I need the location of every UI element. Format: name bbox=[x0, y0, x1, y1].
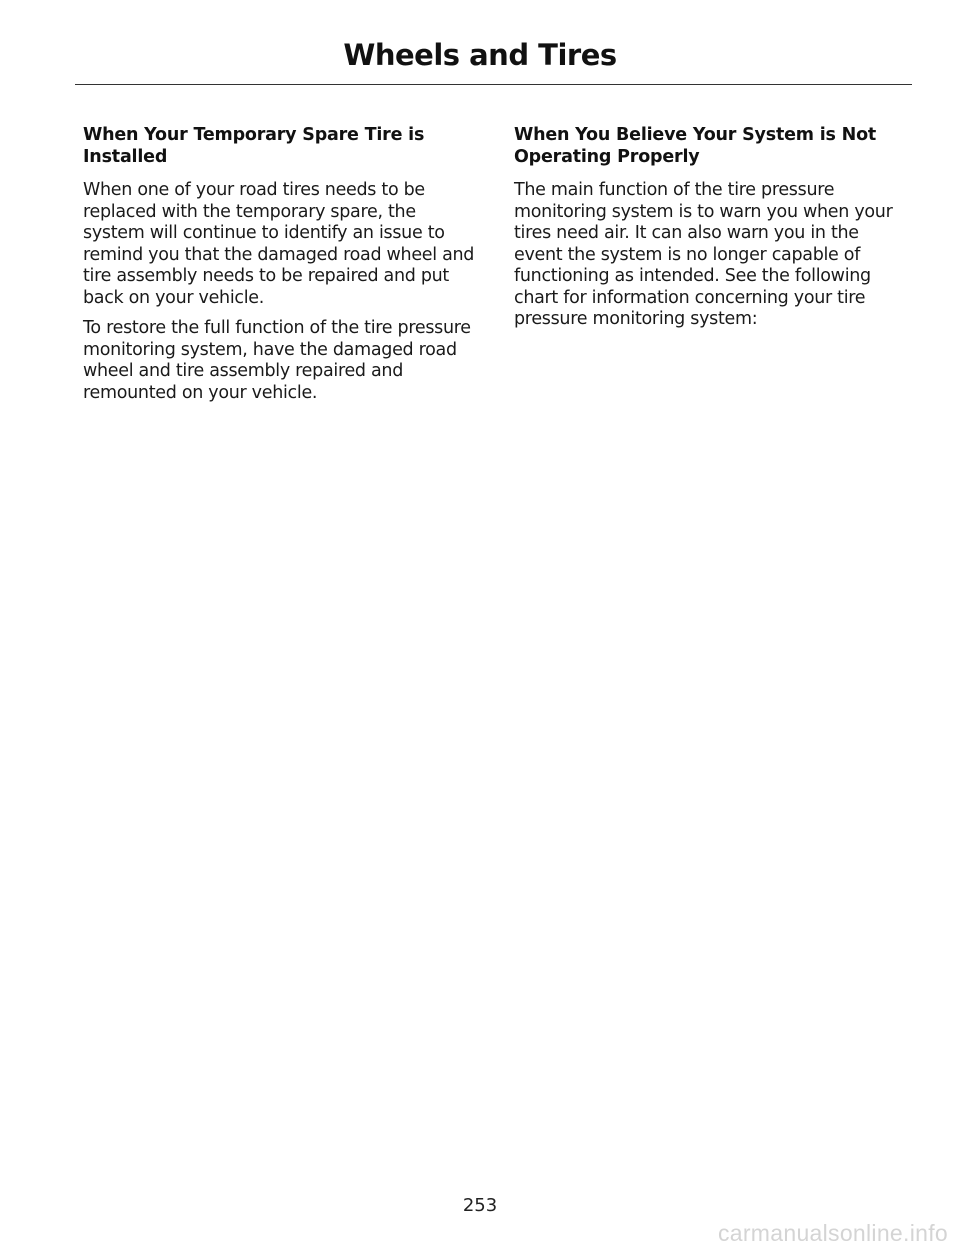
watermark: carmanualsonline.info bbox=[717, 1220, 948, 1246]
header-divider bbox=[75, 84, 912, 85]
page-title: Wheels and Tires bbox=[343, 38, 617, 72]
page-number: 253 bbox=[462, 1195, 498, 1216]
paragraph: To restore the full function of the tire pressure monitoring system, have the damaged road wheel and tire assembly repaired and remounted on your vehicle. bbox=[83, 318, 471, 403]
paragraph: When one of your road tires needs to be replaced with the temporary spare, the system will continue to identify an issue to remind you that the damaged road wheel and tire assembly needs to be repaired and put back on your vehicle. bbox=[83, 180, 475, 308]
paragraph: The main function of the tire pressure monitoring system is to warn you when your tires need air. It can also warn you in the event the system is no longer capable of functioning as intended. See the following chart for information concerning your tire pressure monitoring system: bbox=[514, 180, 893, 329]
section-heading-spare-tire: When Your Temporary Spare Tire is Installed bbox=[83, 125, 425, 167]
right-column bbox=[514, 124, 906, 340]
section-heading-system-not-operating: When You Believe Your System is Not Operating Properly bbox=[514, 125, 877, 167]
left-column bbox=[83, 124, 475, 413]
